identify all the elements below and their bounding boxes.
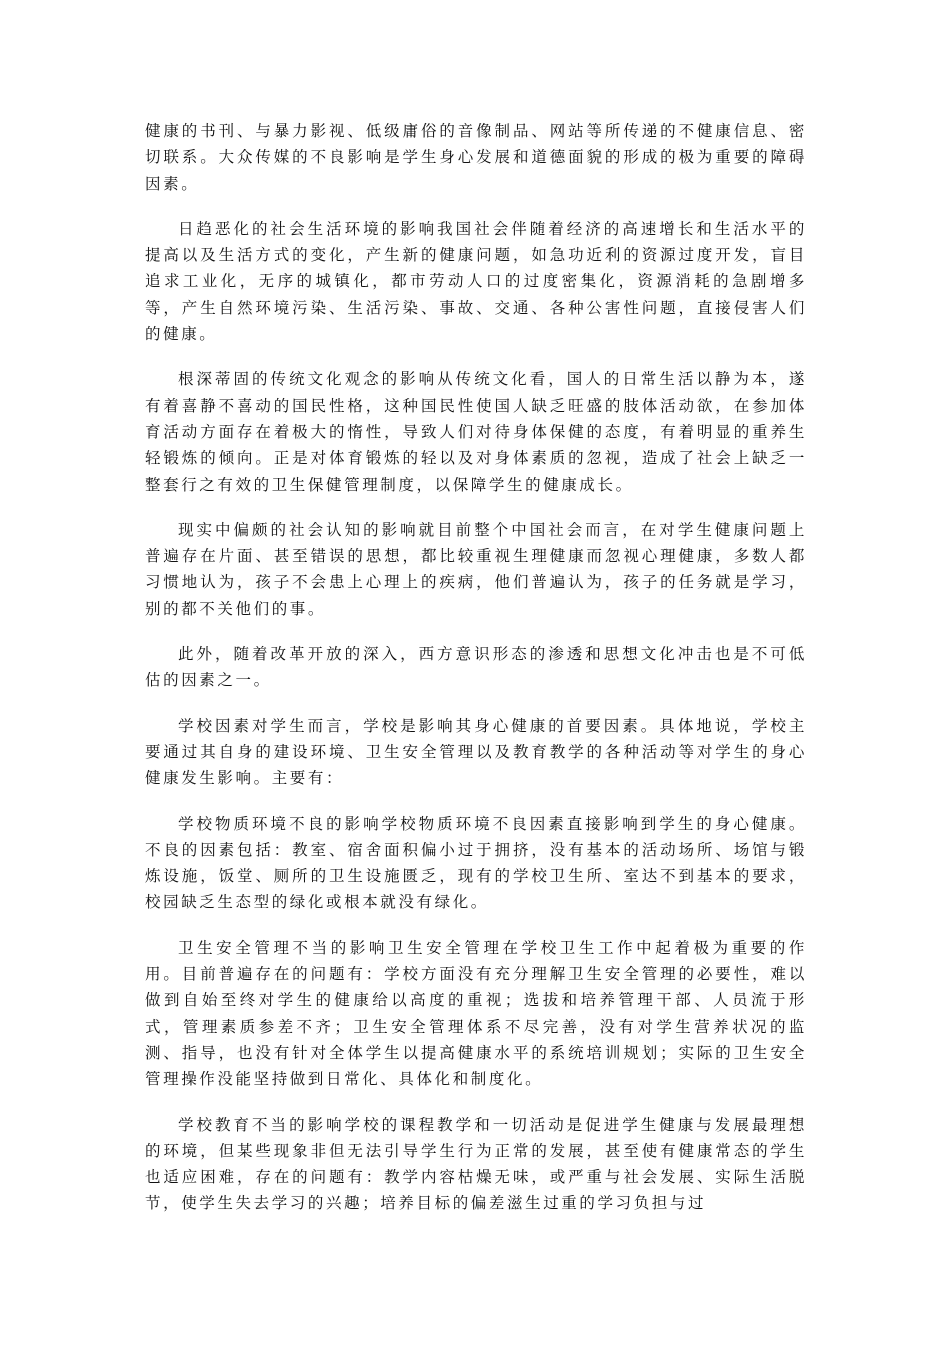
paragraph-1: 健康的书刊、与暴力影视、低级庸俗的音像制品、网站等所传递的不健康信息、密切联系。大众传媒的不良影响是学生身心发展和道德面貌的形成的极为重要的障碍因素。 [145, 122, 807, 193]
paragraph-9: 学校教育不当的影响学校的课程教学和一切活动是促进学生健康与发展最理想的环境，但某些现象非但无法引导学生行为正常的发展，甚至使有健康常态的学生也适应困难，存在的问题有：教学内容枯燥无味，或严重与社会发展、实际生活脱节，使学生失去学习的兴趣；培养目标的偏差滋生过重的学习负担与过 [145, 1115, 807, 1213]
paragraph-8: 卫生安全管理不当的影响卫生安全管理在学校卫生工作中起着极为重要的作用。目前普遍存在的问题有：学校方面没有充分理解卫生安全管理的必要性，难以做到自始至终对学生的健康给以高度的重视；选拔和培养管理干部、人员流于形式，管理素质参差不齐；卫生安全管理体系不尽完善，没有对学生营养状况的监测、指导，也没有针对全体学生以提高健康水平的系统培训规划；实际的卫生安全管理操作没能坚持做到日常化、具体化和制度化。 [145, 938, 807, 1089]
document-page [145, 118, 807, 1236]
paragraph-5: 此外，随着改革开放的深入，西方意识形态的渗透和思想文化冲击也是不可低估的因素之一。 [145, 645, 807, 690]
paragraph-2: 日趋恶化的社会生活环境的影响我国社会伴随着经济的高速增长和生活水平的提高以及生活方式的变化，产生新的健康问题，如急功近利的资源过度开发，盲目追求工业化，无序的城镇化，都市劳动人口的过度密集化，资源消耗的急剧增多等，产生自然环境污染、生活污染、事故、交通、各种公害性问题，直接侵害人们的健康。 [145, 219, 807, 344]
paragraph-6: 学校因素对学生而言，学校是影响其身心健康的首要因素。具体地说，学校主要通过其自身的建设环境、卫生安全管理以及教育教学的各种活动等对学生的身心健康发生影响。主要有： [145, 716, 807, 788]
paragraph-7: 学校物质环境不良的影响学校物质环境不良因素直接影响到学生的身心健康。不良的因素包括：教室、宿舍面积偏小过于拥挤，没有基本的活动场所、场馆与锻炼设施，饭堂、厕所的卫生设施匮乏，现有的学校卫生所、室达不到基本的要求，校园缺乏生态型的绿化或根本就没有绿化。 [145, 814, 807, 912]
paragraph-3: 根深蒂固的传统文化观念的影响从传统文化看，国人的日常生活以静为本，遂有着喜静不喜动的国民性格，这种国民性使国人缺乏旺盛的肢体活动欲，在参加体育活动方面存在着极大的惰性，导致人们对待身体保健的态度，有着明显的重养生轻锻炼的倾向。正是对体育锻炼的轻以及对身体素质的忽视，造成了社会上缺乏一整套行之有效的卫生保健管理制度，以保障学生的健康成长。 [145, 370, 807, 494]
paragraph-4: 现实中偏颇的社会认知的影响就目前整个中国社会而言，在对学生健康问题上普遍存在片面、甚至错误的思想，都比较重视生理健康而忽视心理健康，多数人都习惯地认为，孩子不会患上心理上的疾病，他们普遍认为，孩子的任务就是学习，别的都不关他们的事。 [145, 520, 807, 618]
